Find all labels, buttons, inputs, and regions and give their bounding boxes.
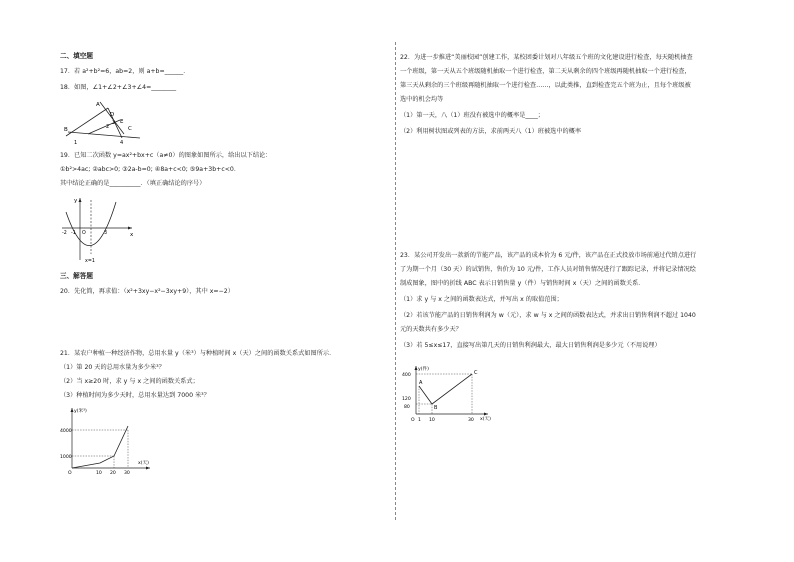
question-21-part1: （1）第 20 天的总用水量为多少米³？ (60, 364, 165, 371)
question-22-part2: （2）利用树状图或列表的方法，求前两天八（1）班被选中的概率 (400, 128, 582, 135)
question-19-options: ①b²>4ac; ②abc>0; ③2a-b=0; ④8a+c<0; ⑤9a+3b+c<0． (60, 166, 241, 173)
q23-sales-graph (402, 362, 498, 428)
q23-ytick-80: 80 (404, 405, 410, 410)
q19-tick-neg2: -2 (62, 231, 67, 236)
q18-label-e: E (120, 119, 124, 125)
q23-x-axis-label: x(天) (480, 417, 491, 422)
q23-ytick-120: 120 (402, 397, 411, 402)
q19-tick-3: 3 (104, 231, 108, 236)
section-fill-blank-heading: 二、填空题 (60, 52, 93, 60)
question-23-part2-line1: （2）若该节能产品的日销售利润为 w（元），求 w 与 x 之间的函数表达式，并求出日销售利润不超过 1040 (400, 312, 696, 319)
q23-xtick-1: 1 (418, 418, 421, 423)
q18-label-3: 3 (112, 120, 116, 126)
question-23-part2-line2: 元的天数共有多少天？ (400, 326, 462, 333)
q23-ytick-400: 400 (402, 373, 411, 378)
q19-axis-of-symmetry: x=1 (85, 259, 95, 264)
section-answer-heading: 三、解答题 (60, 272, 93, 280)
q21-ytick-1000: 1000 (60, 455, 72, 460)
question-21-part2: （2）当 x≥20 时，求 y 与 x 之间的函数关系式； (60, 378, 199, 385)
q21-xtick-20: 20 (110, 471, 116, 476)
q19-axis-x: x (130, 232, 134, 238)
q23-xtick-10: 10 (429, 418, 435, 423)
q18-label-2: 2 (106, 124, 110, 130)
q23-point-c: C (474, 370, 478, 376)
question-21-stem: 21．某农户种植一种经济作物，总用水量 y（米³）与种植时间 x（天）之间的函数关系式如图所示． (60, 350, 336, 357)
question-22-line4: 选中的机会均等 (400, 96, 444, 103)
q23-point-b: B (434, 405, 438, 411)
q19-origin: O (82, 231, 86, 236)
q19-axis-y: y (74, 198, 78, 204)
q18-label-c: C (128, 126, 132, 132)
question-23-line1: 23．某公司开发出一款新的节能产品，该产品的成本价为 6 元/件，该产品在正式投放市场前通过代销点进行 (400, 252, 697, 259)
question-23-line2: 了为期一个月（30 天）的试销售，售价为 10 元/件，工作人员对销售情况进行了跟踪记录，并将记录情况绘 (400, 266, 696, 273)
question-22-line3: 第三天从剩余的三个班级再随机抽取一个进行检查……，以此类推，直到检查完五个班为止，且每个班级被 (400, 82, 691, 89)
question-18: 18．如图，∠1+∠2+∠3+∠4=________ (60, 84, 177, 91)
question-23-part3: （3）若 5≤x≤17，直接写出第几天的日销售利润最大，最大日销售利润是多少元（不用说理） (400, 342, 661, 349)
q21-ytick-4000: 4000 (60, 429, 72, 434)
q21-origin: O (68, 471, 72, 476)
q18-label-1: 1 (74, 140, 78, 146)
question-20: 20．先化简，再求值：（x²+3xy−x²−3xy+9），其中 x=−2） (60, 288, 234, 295)
q18-label-a: A (96, 102, 100, 108)
q21-xtick-10: 10 (96, 471, 102, 476)
question-17: 17．若 a²+b²=6，ab=2，则 a+b=______． (60, 68, 190, 75)
question-19-stem: 19．已知二次函数 y=ax²+bx+c（a≠0）的图象如图所示，给出以下结论： (60, 152, 272, 159)
question-22-line1: 22．为进一步推进“美丽校园”创建工作，某校团委计划对八年级五个班的文化建设进行检查，每天随机抽查 (400, 54, 693, 61)
question-21-part3: （3）种植时间为多少天时，总用水量达到 7000 米³？ (60, 392, 210, 399)
question-19-blank: 其中结论正确的是__________．（填正确结论的序号） (60, 180, 206, 187)
q23-point-a: A (419, 380, 423, 386)
question-23-part1: （1）求 y 与 x 之间的函数表达式，并写出 x 的取值范围； (400, 296, 563, 303)
q18-label-4: 4 (120, 140, 124, 146)
q21-xtick-30: 30 (124, 471, 130, 476)
question-22-part1: （1）第一天，八（1）班没有被选中的概率是____； (400, 112, 544, 119)
q23-origin: O (411, 418, 415, 423)
column-divider (395, 42, 396, 520)
q18-label-d: D (110, 112, 115, 118)
q19-tick-neg1: -1 (71, 231, 76, 236)
question-22-line2: 一个班级，第一天从五个班级随机抽取一个进行检查，第二天从剩余的四个班级再随机抽取一个进行检查， (400, 68, 691, 75)
q21-x-axis-label: x(天) (138, 461, 149, 466)
q21-water-graph (60, 404, 156, 476)
q18-label-b: B (64, 127, 68, 133)
q19-parabola-figure (60, 194, 140, 264)
question-23-line3: 制成图象，图中的折线 ABC 表示日销售量 y（件）与销售时间 x（天）之间的函数关系． (400, 280, 645, 287)
q23-xtick-30: 30 (468, 418, 474, 423)
q21-y-axis-label: y(米³) (74, 409, 87, 414)
q18-figure (64, 94, 144, 146)
q23-y-axis-label: y(件) (418, 367, 429, 372)
